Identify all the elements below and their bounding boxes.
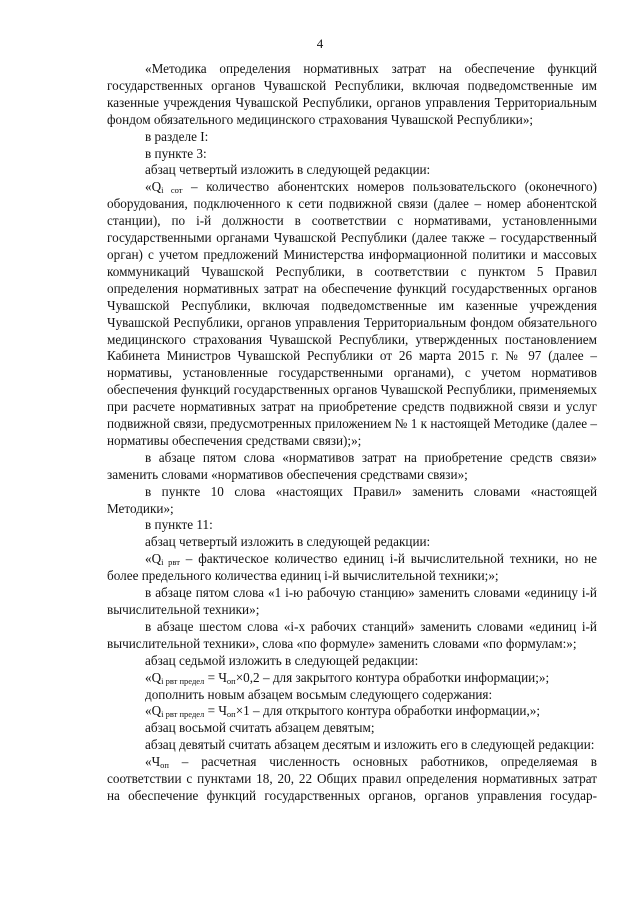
paragraph-item-10: в пункте 10 слова «настоящих Правил» заменить словами «настоящей Методики»; <box>107 483 597 516</box>
paragraph-add-eighth: дополнить новым абзацем восьмым следующего содержания: <box>145 686 493 702</box>
paragraph-amend-fifth: в абзаце пятом слова «нормативов затрат на приобретение средств связи» заменить словами «нормативов обеспечения средствами связи»; <box>107 449 597 482</box>
document-body <box>107 61 597 805</box>
paragraph-ninth-to-tenth: абзац девятый считать абзацем десятым и изложить его в следующей редакции: <box>145 737 595 753</box>
paragraph-amend-seventh: абзац седьмой изложить в следующей редакции: <box>145 652 419 668</box>
paragraph-item-11: в пункте 11: <box>145 517 213 533</box>
paragraph-formula-open: «$Q_{i рвт предел} = Ч_{оп}\times 1$ – для открытого контура обработки информации,»; <box>145 703 541 720</box>
paragraph-amend-fourth: абзац четвертый изложить в следующей редакции: <box>145 162 431 178</box>
paragraph-methodology-title: «Методика определения нормативных затрат на обеспечение функций государственных органов Чувашской Республики, включая подведомственные им казенные учреждения Чувашской Республики, органов управления Территориальным фондом обязательного медицинского страхования Чувашской Республики»; <box>107 61 597 127</box>
paragraph-ch-op-definition: «$Ч_{оп}$ – расчетная численность основных работников, определяемая в соответствии с пунктами 18, 20, 22 Общих правил определения нормативных затрат на обеспечение функций государственных органов, органов управления государ- <box>107 754 597 803</box>
paragraph-formula-closed: «$Q_{i рвт предел} = Ч_{оп}\times 0,2$ – для закрытого контура обработки информации;»; <box>145 669 550 686</box>
paragraph-eighth-to-ninth: абзац восьмой считать абзацем девятым; <box>145 720 375 736</box>
paragraph-amend-sixth: в абзаце шестом слова «i-х рабочих станций» заменить словами «единиц i-й вычислительной техники», слова «по формуле» заменить словами «по формулам:»; <box>107 618 597 651</box>
paragraph-item-3: в пункте 3: <box>145 145 207 161</box>
page-number: 4 <box>316 36 324 51</box>
paragraph-amend-fourth-2: абзац четвертый изложить в следующей редакции: <box>145 534 431 550</box>
paragraph-amend-fifth-2: в абзаце пятом слова «1 i-ю рабочую станцию» заменить словами «единицу i-й вычислительной техники»; <box>107 585 597 617</box>
paragraph-section-1: в разделе I: <box>145 128 209 144</box>
paragraph-q-rvt-definition: «$Q_{i рвт}$ – фактическое количество единиц i-й вычислительной техники, но не более предельного количества единиц i-й вычислительной техники;»; <box>107 551 597 584</box>
paragraph-q-sot-definition: «$Q_{i сот}$ – количество абонентских номеров пользовательского (оконечного) оборудования, подключенного к сети подвижной связи (далее – номер абонентской станции), по i-й должности в соответствии с нормативами, установленными государственными органами Чувашской Республики (далее также – государственный орган) с учетом предложений Министерства информационной политики и массовых коммуникаций Чувашской Республики, в соответствии с пунктом 5 Правил определения нормативных затрат на обеспечение функций государственных органов Чувашской Республики, включая подведомственные им казенные учреждения Чувашской Республики, органов управления Территориальным фондом обязательного медицинского страхования Чувашской Республики, утвержденных постановлением Кабинета Министров Чувашской Республики от 26 марта 2015 г. № 97 (далее – нормативы, установленные государственными органами), с учетом нормативов обеспечения функций государственных органов Чувашской Республики, применяемых при расчете нормативных затрат на приобретение средств подвижной связи и услуг подвижной связи, предусмотренных приложением № 1 к настоящей Методике (далее – нормативы обеспечения средствами связи);»; <box>107 179 597 448</box>
